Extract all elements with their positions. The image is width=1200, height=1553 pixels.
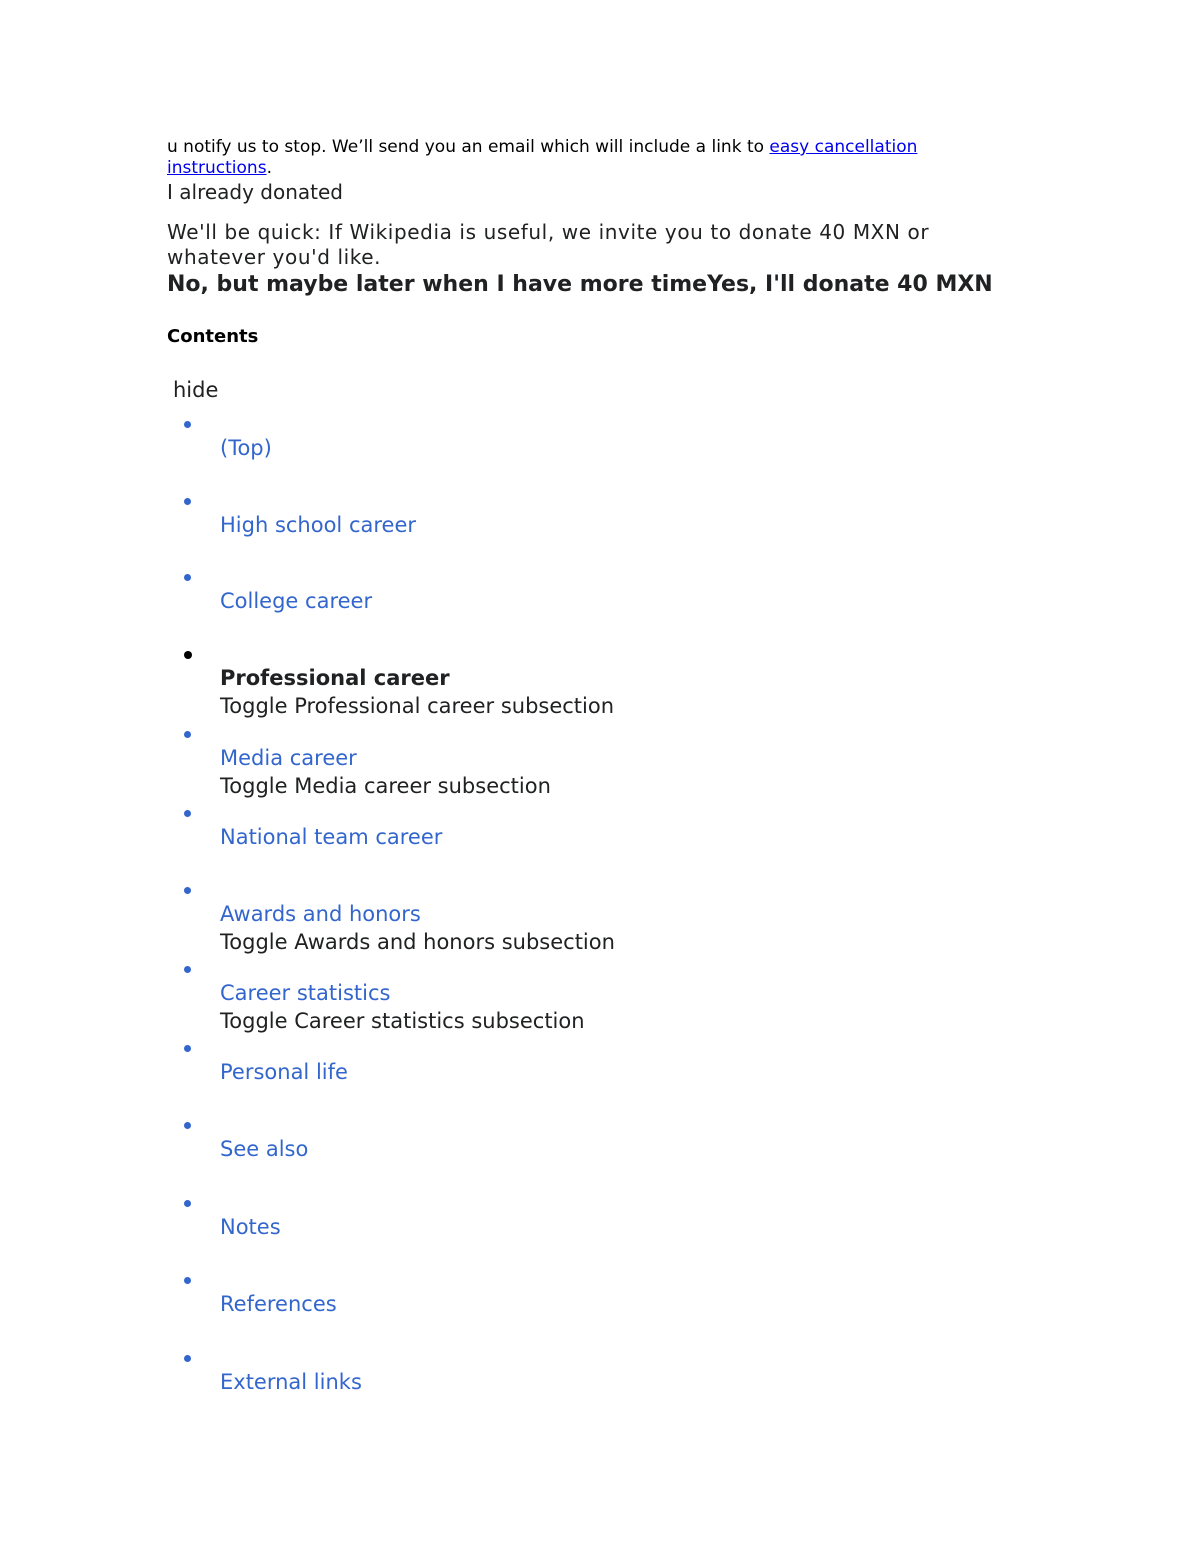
toc-link[interactable]: College career	[220, 589, 373, 613]
bullet-icon	[184, 421, 191, 428]
donation-actions	[167, 271, 993, 299]
bullet-icon	[184, 1122, 191, 1129]
maybe-later-button[interactable]: No, but maybe later when I have more time	[167, 272, 708, 297]
bullet-icon	[184, 651, 192, 659]
cancellation-instructions-link[interactable]: easy cancellation instructions	[167, 137, 918, 178]
toc-link[interactable]: Professional career	[220, 666, 450, 690]
toc-link[interactable]: (Top)	[220, 436, 272, 460]
toc-link[interactable]: Media career	[220, 746, 357, 770]
toc-subsection-toggle[interactable]: Toggle Professional career subsection	[220, 694, 615, 718]
toc-link[interactable]: Notes	[220, 1215, 281, 1239]
donation-notice	[167, 137, 967, 179]
toc-link[interactable]: External links	[220, 1370, 362, 1394]
bullet-icon	[184, 1355, 191, 1362]
notice-text: u notify us to stop. We’ll send you an email which will include a link to	[167, 137, 770, 157]
bullet-icon	[184, 731, 191, 738]
toc-link[interactable]: Awards and honors	[220, 902, 421, 926]
toc-link[interactable]: Career statistics	[220, 981, 391, 1005]
already-donated-button[interactable]: I already donated	[167, 180, 344, 204]
bullet-icon	[184, 498, 191, 505]
bullet-icon	[184, 1200, 191, 1207]
toc-link[interactable]: National team career	[220, 825, 443, 849]
toc-subsection-toggle[interactable]: Toggle Awards and honors subsection	[220, 930, 615, 954]
toc-subsection-toggle[interactable]: Toggle Media career subsection	[220, 774, 551, 798]
toc-subsection-toggle[interactable]: Toggle Career statistics subsection	[220, 1009, 585, 1033]
donation-ask-text: We'll be quick: If Wikipedia is useful, we invite you to donate 40 MXN or whatever you'd like.	[167, 220, 930, 269]
toc-link[interactable]: References	[220, 1292, 337, 1316]
toc-hide-button[interactable]: hide	[173, 378, 219, 402]
bullet-icon	[184, 810, 191, 817]
bullet-icon	[184, 1277, 191, 1284]
donate-button[interactable]: Yes, I'll donate 40 MXN	[707, 272, 993, 297]
notice-end: .	[266, 158, 272, 178]
toc-link[interactable]: Personal life	[220, 1060, 348, 1084]
bullet-icon	[184, 966, 191, 973]
bullet-icon	[184, 574, 191, 581]
bullet-icon	[184, 887, 191, 894]
toc-title: Contents	[167, 326, 259, 347]
toc-link[interactable]: See also	[220, 1137, 309, 1161]
toc-link[interactable]: High school career	[220, 513, 417, 537]
bullet-icon	[184, 1045, 191, 1052]
